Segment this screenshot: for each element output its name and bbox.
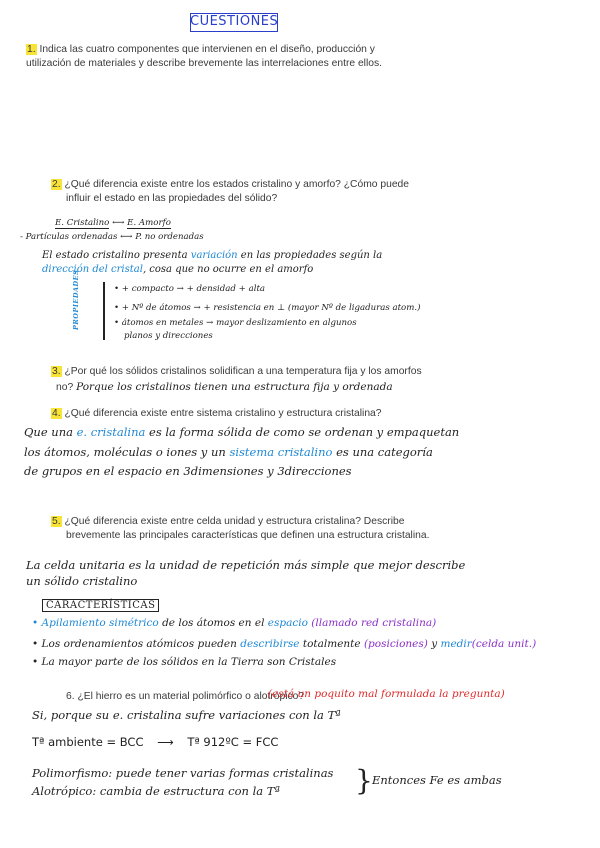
- properties-bullet-3a: • átomos en metales → mayor deslizamiento en algunos: [114, 318, 357, 328]
- characteristic-1: [32, 617, 436, 629]
- question-4-number: 4.: [52, 408, 61, 419]
- properties-vertical-label: PROPIEDADES: [72, 269, 80, 330]
- answer-4-l1-a: Que una: [24, 425, 73, 439]
- characteristic-3-text: La mayor parte de los sólidos en la Tierra son Cristales: [41, 656, 337, 668]
- question-1-line2: utilización de materiales y describe brevemente las interrelaciones entre ellos.: [26, 58, 382, 69]
- answer-2-sub-right: P. no ordenadas: [135, 232, 204, 242]
- question-3-number: 3.: [52, 366, 61, 377]
- answer-4-l1-c: es la forma sólida de como se ordenan y empaquetan: [149, 425, 460, 439]
- question-2-number: 2.: [52, 179, 61, 190]
- question-3-line2-row: [56, 380, 393, 395]
- question-5-number: 5.: [52, 516, 61, 527]
- answer-2-head-right: E. Amorfo: [127, 218, 171, 228]
- question-5: [51, 515, 404, 529]
- question-5-line2: brevemente las principales características que definen una estructura cristalina.: [66, 530, 430, 541]
- question-2: [51, 178, 409, 192]
- characteristic-2-d: (posiciones): [363, 638, 428, 650]
- answer-6-l2-a: Tª ambiente = BCC: [32, 735, 144, 749]
- answer-4-l2-c: es una categoría: [336, 445, 433, 459]
- characteristic-2-g: (celda unit.): [471, 638, 537, 650]
- answer-5-line2: un sólido cristalino: [26, 574, 138, 588]
- characteristics-heading: CARACTERÍSTICAS: [42, 599, 159, 612]
- properties-bullet-3b: planos y direcciones: [124, 331, 213, 341]
- answer-6-line4: Alotrópico: cambia de estructura con la Tª: [32, 784, 280, 798]
- page-title: CUESTIONES: [190, 14, 279, 29]
- characteristic-2-e: y: [431, 638, 438, 650]
- answer-4-line3: de grupos en el espacio en 3dimensiones y 3direcciones: [24, 464, 352, 478]
- answer-3: Porque los cristalinos tienen una estructura fija y ordenada: [76, 381, 393, 393]
- answer-2-head-arrow: ⟷: [112, 218, 125, 228]
- question-5-line1: ¿Qué diferencia existe entre celda unidad y estructura cristalina? Describe: [64, 516, 405, 527]
- characteristic-2-a: Los ordenamientos atómicos pueden: [41, 638, 237, 650]
- answer-6-l2-arrow: ⟶: [157, 735, 174, 749]
- question-4-line1: ¿Qué diferencia existe entre sistema cristalino y estructura cristalina?: [64, 408, 382, 419]
- answer-2-line2-b: , cosa que no ocurre en el amorfo: [142, 264, 314, 275]
- answer-6-line3: Polimorfismo: puede tener varias formas cristalinas: [32, 766, 334, 780]
- answer-6-brace: }: [355, 764, 373, 797]
- answer-2-header: [55, 218, 171, 228]
- answer-2-line2: [42, 264, 313, 275]
- properties-bracket: [103, 282, 105, 340]
- question-1-number: 1.: [27, 44, 36, 55]
- characteristic-3: [32, 656, 336, 668]
- properties-bullet-1: • + compacto → + densidad + alta: [114, 284, 266, 294]
- answer-4-line2: [24, 445, 433, 459]
- characteristic-1-a: Apilamiento simétrico: [41, 617, 159, 629]
- answer-6-line2: [32, 735, 278, 749]
- question-6-note: (está un poquito mal formulada la pregunta): [268, 688, 505, 700]
- question-4: [51, 407, 382, 421]
- answer-5-line1: La celda unitaria es la unidad de repetición más simple que mejor describe: [26, 558, 466, 572]
- characteristic-2-f: medir: [440, 638, 472, 650]
- question-6-number: 6.: [66, 691, 75, 702]
- question-2-line2: influir el estado en las propiedades del sólido?: [66, 193, 278, 204]
- answer-4-l2-a: los átomos, moléculas o iones y un: [24, 445, 226, 459]
- question-3: [51, 365, 422, 379]
- question-1: [26, 43, 375, 57]
- characteristic-2: [32, 638, 536, 650]
- answer-2-line2-a: dirección del cristal: [42, 264, 143, 275]
- answer-6-l2-b: Tª 912ºC = FCC: [187, 735, 279, 749]
- answer-2-line1: [42, 250, 382, 261]
- characteristic-3-bullet: •: [32, 656, 39, 668]
- answer-4-l2-b: sistema cristalino: [229, 445, 333, 459]
- characteristic-2-c: totalmente: [302, 638, 361, 650]
- answer-2-line1-b: variación: [190, 250, 238, 261]
- answer-2-subheader: [20, 232, 204, 242]
- characteristic-2-bullet: •: [32, 638, 39, 650]
- answer-4-l1-b: e. cristalina: [76, 425, 146, 439]
- answer-2-head-left: E. Cristalino: [55, 218, 110, 228]
- answer-2-sub-arrow: ⟷: [120, 232, 133, 242]
- characteristic-1-d: (llamado red cristalina): [311, 617, 437, 629]
- characteristic-1-bullet: •: [32, 617, 39, 629]
- characteristic-2-b: describirse: [240, 638, 300, 650]
- question-1-line1: Indica las cuatro componentes que intervienen en el diseño, producción y: [39, 44, 375, 55]
- question-3-line1: ¿Por qué los sólidos cristalinos solidifican a una temperatura fija y los amorfos: [64, 366, 422, 377]
- properties-bullet-2: • + Nº de átomos → + resistencia en ⊥ (mayor Nº de ligaduras atom.): [114, 303, 421, 313]
- question-6-line1: ¿El hierro es un material polimórfico o alotrópico?: [77, 691, 305, 702]
- question-3-line2: no?: [56, 382, 74, 393]
- answer-6-line1: Si, porque su e. cristalina sufre variaciones con la Tª: [32, 708, 341, 722]
- answer-2-line1-a: El estado cristalino presenta: [42, 250, 188, 261]
- characteristic-1-c: espacio: [267, 617, 308, 629]
- answer-2-sub-left: - Partículas ordenadas: [20, 232, 118, 242]
- question-2-line1: ¿Qué diferencia existe entre los estados cristalino y amorfo? ¿Cómo puede: [64, 179, 410, 190]
- characteristic-1-b: de los átomos en el: [162, 617, 265, 629]
- answer-6-conclusion: Entonces Fe es ambas: [372, 773, 502, 787]
- answer-2-line1-c: en las propiedades según la: [240, 250, 383, 261]
- answer-4-line1: [24, 425, 459, 439]
